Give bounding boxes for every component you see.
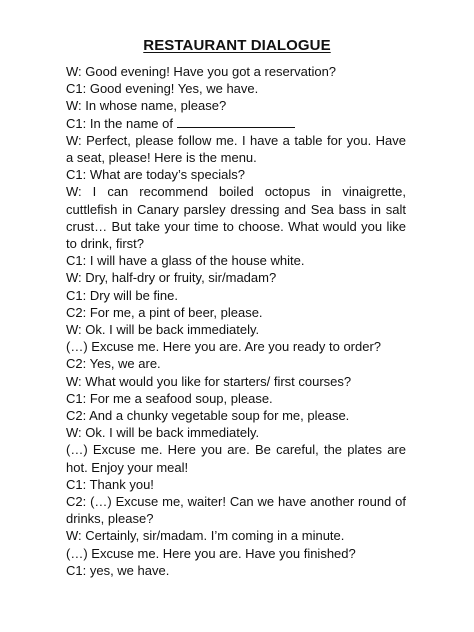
dialogue-line: C2: And a chunky vegetable soup for me, please.	[66, 408, 350, 424]
document-title: RESTAURANT DIALOGUE	[143, 37, 331, 54]
dialogue-line: (…) Excuse me. Here you are. Have you finished?	[66, 545, 356, 561]
dialogue-line: C1: Dry will be fine.	[66, 287, 178, 303]
dialogue-line: C1: Thank you!	[66, 476, 154, 492]
dialogue-line: W: Ok. I will be back immediately.	[66, 425, 260, 441]
dialogue-line: C1: I will have a glass of the house white.	[66, 253, 305, 269]
dialogue-line: W: Certainly, sir/madam. I’m coming in a minute.	[66, 528, 345, 544]
dialogue-line: W: In whose name, please?	[66, 98, 227, 114]
dialogue-body	[66, 63, 406, 579]
dialogue-line: W: Good evening! Have you got a reservation?	[66, 64, 337, 79]
dialogue-line: C1: What are today’s specials?	[66, 167, 245, 183]
dialogue-line-with-blank	[66, 115, 406, 132]
dialogue-line: C2: Yes, we are.	[66, 356, 161, 372]
dialogue-line: W: Ok. I will be back immediately.	[66, 322, 260, 338]
dialogue-line: C1: Good evening! Yes, we have.	[66, 81, 259, 97]
dialogue-line: C2: For me, a pint of beer, please.	[66, 304, 263, 320]
fill-in-blank	[177, 116, 295, 128]
dialogue-line: C1: yes, we have.	[66, 562, 170, 578]
dialogue-line: (…) Excuse me. Here you are. Be careful, the plates are hot. Enjoy your meal!	[66, 442, 406, 475]
dialogue-line-text: C1: In the name of	[66, 115, 173, 131]
dialogue-line: (…) Excuse me. Here you are. Are you ready to order?	[66, 339, 382, 355]
dialogue-line: C1: For me a seafood soup, please.	[66, 390, 273, 406]
dialogue-line: W: What would you like for starters/ first courses?	[66, 373, 352, 389]
dialogue-line: C2: (…) Excuse me, waiter! Can we have another round of drinks, please?	[66, 494, 406, 527]
dialogue-line: W: I can recommend boiled octopus in vinaigrette, cuttlefish in Canary parsley dressing and Sea bass in salt crust… But take your time to choose. What would you like to drink, first?	[66, 184, 406, 252]
dialogue-line: W: Dry, half-dry or fruity, sir/madam?	[66, 270, 277, 286]
dialogue-line: W: Perfect, please follow me. I have a table for you. Have a seat, please! Here is the menu.	[66, 132, 406, 166]
